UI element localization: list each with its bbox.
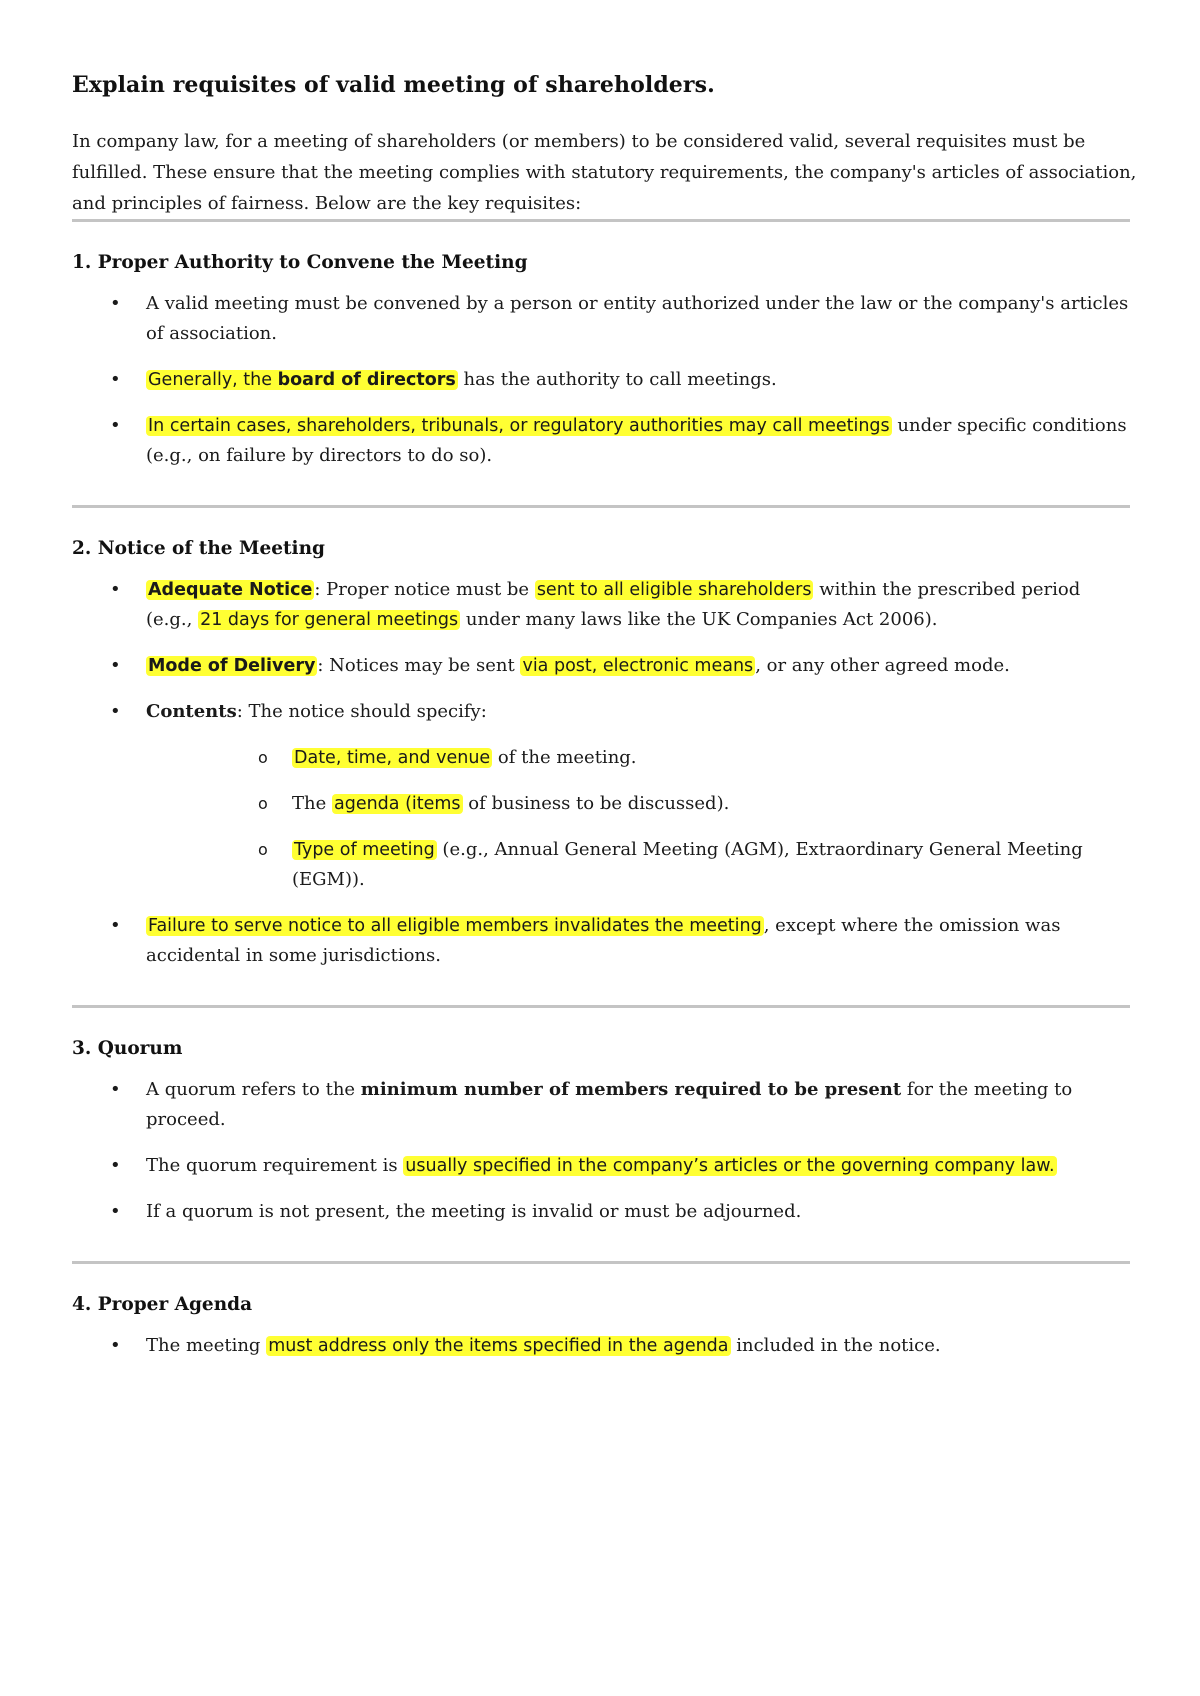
- list-item-text: : Proper notice must be: [314, 579, 535, 600]
- list-item: [72, 911, 1130, 971]
- list-item-text: (e.g., Annual General Meeting (AGM), Extraordinary General Meeting (EGM)).: [292, 839, 1083, 890]
- list-item: [72, 289, 1130, 349]
- intro-paragraph: In company law, for a meeting of shareholders (or members) to be considered valid, several requisites must be fulfilled. These ensure that the meeting complies with statutory requirements, the company's articles of association, and principles of fairness. Below are the key requisites:: [72, 131, 1137, 214]
- list-item-text: : The notice should specify:: [236, 701, 487, 722]
- list-item-text: The meeting: [146, 1335, 267, 1356]
- list-item: [72, 697, 1130, 895]
- list-item-text: has the authority to call meetings.: [457, 369, 777, 390]
- highlight: [146, 580, 314, 600]
- list-item: [72, 575, 1130, 635]
- highlight: sent to all eligible shareholders: [536, 580, 812, 600]
- list-item-text: included in the notice.: [730, 1335, 941, 1356]
- section-3-list: [72, 1075, 1130, 1227]
- bold-text: Mode of Delivery: [148, 656, 316, 676]
- document-title: Explain requisites of valid meeting of shareholders.: [72, 72, 715, 98]
- highlight: Failure to serve notice to all eligible members invalidates the meeting: [148, 916, 762, 936]
- section-3: [72, 1038, 1130, 1227]
- highlight: agenda (items: [333, 794, 461, 814]
- section-divider: [72, 1261, 1130, 1264]
- section-3-heading: 3. Quorum: [72, 1038, 183, 1059]
- highlight: In certain cases, shareholders, tribunals, or regulatory authorities may call meetings: [148, 416, 890, 436]
- list-item: [72, 651, 1130, 681]
- highlight: Type of meeting: [294, 840, 435, 860]
- section-2-heading: 2. Notice of the Meeting: [72, 538, 325, 559]
- bold-text: Contents: [146, 701, 237, 722]
- section-1: [72, 252, 1130, 471]
- bold-text: minimum number of members required to be present: [360, 1079, 902, 1100]
- sub-list-item: [146, 835, 1130, 895]
- section-1-heading: 1. Proper Authority to Convene the Meeting: [72, 252, 528, 273]
- list-item-text: A quorum refers to the: [146, 1079, 361, 1100]
- highlight: via post, electronic means: [522, 656, 754, 676]
- list-item-text: The: [292, 793, 332, 814]
- list-item-text: The quorum requirement is: [146, 1155, 404, 1176]
- list-item-text: under specific conditions (e.g., on failure by directors to do so).: [146, 415, 1127, 466]
- bold-text: board of directors: [277, 370, 456, 390]
- list-item: [72, 1197, 1130, 1227]
- section-4: [72, 1294, 1130, 1361]
- highlight: must address only the items specified in the agenda: [268, 1336, 729, 1356]
- bold-text: Adequate Notice: [148, 580, 313, 600]
- sub-list: [146, 743, 1130, 895]
- highlight: [146, 656, 317, 676]
- list-item-text: A valid meeting must be convened by a person or entity authorized under the law or the company's articles of association.: [146, 293, 1129, 344]
- sub-list-item: [146, 743, 1130, 773]
- highlight: 21 days for general meetings: [200, 610, 459, 630]
- list-item-text: for the meeting to proceed.: [146, 1079, 1073, 1130]
- section-2: [72, 538, 1130, 971]
- section-divider: [72, 1005, 1130, 1008]
- section-2-list: [72, 575, 1130, 971]
- section-1-list: [72, 289, 1130, 471]
- highlight: usually specified in the company’s articles or the governing company law.: [405, 1156, 1055, 1176]
- list-item-text: under many laws like the UK Companies Act 2006).: [460, 609, 938, 630]
- list-item-text: If a quorum is not present, the meeting is invalid or must be adjourned.: [146, 1201, 802, 1222]
- section-divider: [72, 219, 1130, 222]
- list-item-text: : Notices may be sent: [317, 655, 521, 676]
- section-4-heading: 4. Proper Agenda: [72, 1294, 253, 1315]
- highlight: [146, 370, 458, 390]
- section-4-list: [72, 1331, 1130, 1361]
- list-item-text: , except where the omission was accidental in some jurisdictions.: [146, 915, 1061, 966]
- sub-list-item: [146, 789, 1130, 819]
- list-item: [72, 411, 1130, 471]
- list-item: [72, 1075, 1130, 1135]
- highlight-text: Generally, the: [148, 370, 278, 390]
- list-item-text: of the meeting.: [492, 747, 637, 768]
- list-item: [72, 365, 1130, 395]
- highlight: Date, time, and venue: [294, 748, 491, 768]
- list-item-text: , or any other agreed mode.: [755, 655, 1010, 676]
- list-item-text: within the prescribed period (e.g.,: [146, 579, 1081, 630]
- list-item: [72, 1151, 1130, 1181]
- section-divider: [72, 505, 1130, 508]
- list-item-text: of business to be discussed).: [462, 793, 730, 814]
- list-item: [72, 1331, 1130, 1361]
